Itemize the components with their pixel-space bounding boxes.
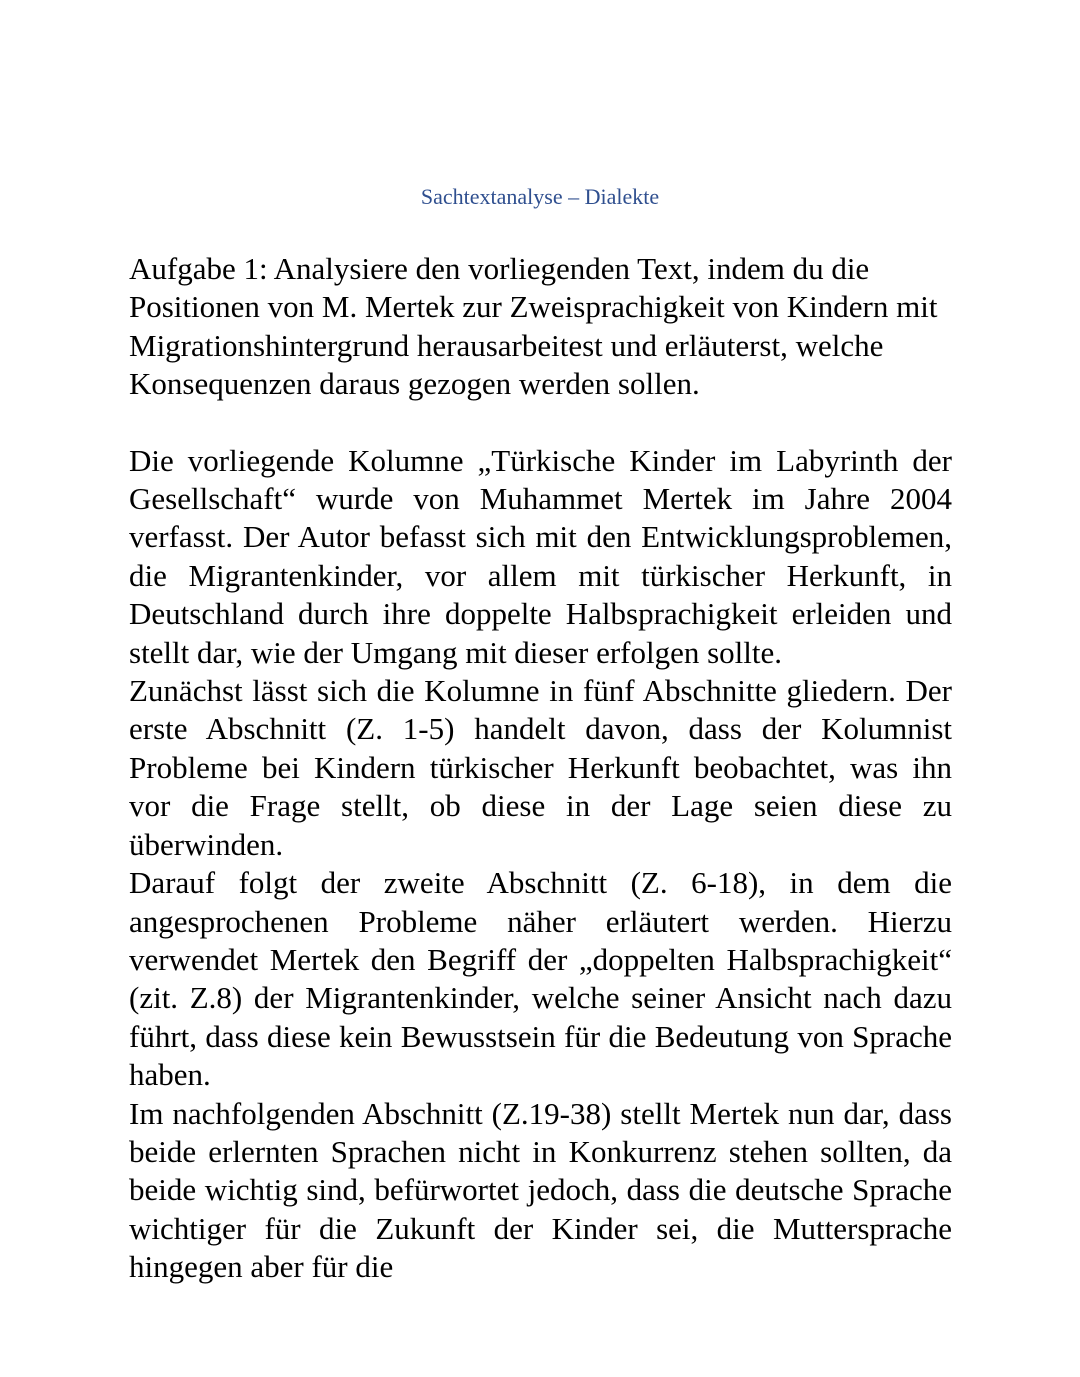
document-body (129, 250, 952, 1287)
page-header-title: Sachtextanalyse – Dialekte (420, 184, 660, 209)
paragraph-second-section: Darauf folgt der zweite Abschnitt (Z. 6-18), in dem die angesprochenen Probleme näher erläutert werden. Hierzu verwendet Mertek den Begriff der „doppelten Halbsprachigkeit“ (zit. Z.8) der Migrantenkinder, welche seiner Ansicht nach dazu führt, dass diese kein Bewusstsein für die Bedeutung von Sprache haben. (129, 865, 952, 1093)
task-statement: Aufgabe 1: Analysiere den vorliegenden Text, indem du die Positionen von M. Mertek zur Zweisprachigkeit von Kindern mit Migrationshintergrund herausarbeitest und erläuterst, welche Konsequenzen daraus gezogen werden sollen. (129, 251, 938, 402)
paragraph-introduction: Die vorliegende Kolumne „Türkische Kinder im Labyrinth der Gesellschaft“ wurde von Muhammet Mertek im Jahre 2004 verfasst. Der Autor befasst sich mit den Entwicklungsproblemen, die Migrantenkinder, vor allem mit türkischer Herkunft, in Deutschland durch ihre doppelte Halbsprachigkeit erleiden und stellt dar, wie der Umgang mit dieser erfolgen sollte. (129, 442, 952, 670)
paragraph-structure-first-section: Zunächst lässt sich die Kolumne in fünf Abschnitte gliedern. Der erste Abschnitt (Z. 1-5) handelt davon, dass der Kolumnist Probleme bei Kindern türkischer Herkunft beobachtet, was ihn vor die Frage stellt, ob diese in der Lage seien diese zu überwinden. (129, 673, 952, 862)
paragraph-third-section: Im nachfolgenden Abschnitt (Z.19-38) stellt Mertek nun dar, dass beide erlernten Sprachen nicht in Konkurrenz stehen sollten, da beide wichtig sind, befürwortet jedoch, dass die deutsche Sprache wichtiger für die Zukunft der Kinder sei, die Muttersprache hingegen aber für die (129, 1095, 952, 1285)
paragraph-spacer (129, 404, 952, 442)
